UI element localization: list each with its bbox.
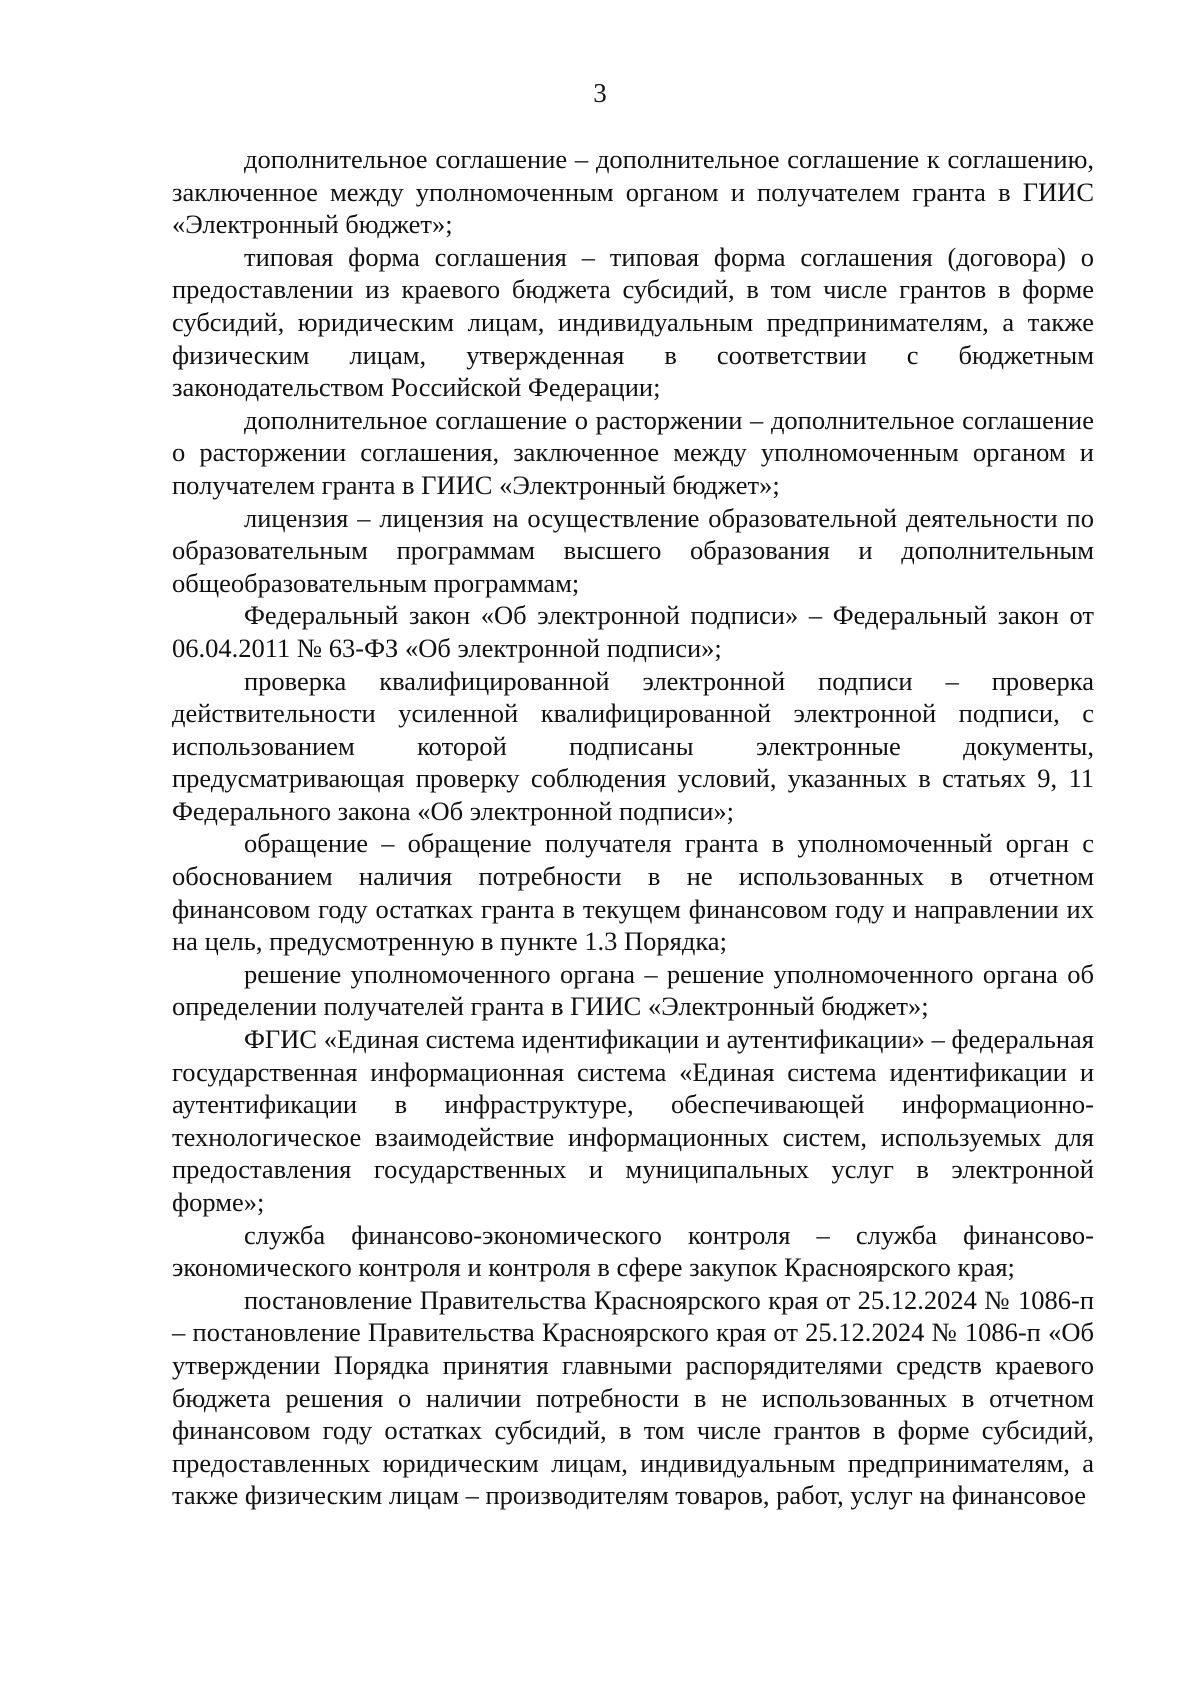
paragraph-fgis: ФГИС «Единая система идентификации и аутентификации» – федеральная государственная информационная система «Единая система идентификации и аутентификации в инфраструктуре, обеспечивающей информационно-технологическое взаимодействие информационных систем, используемых для предоставления государственных и муниципальных услуг в электронной форме»; bbox=[172, 1024, 1094, 1217]
paragraph-termination-agreement: дополнительное соглашение о расторжении – дополнительное соглашение о расторжении соглашения, заключенное между уполномоченным органом и получателем гранта в ГИИС «Электронный бюджет»; bbox=[172, 404, 1094, 500]
page-number: 3 bbox=[593, 78, 607, 108]
paragraph-license: лицензия – лицензия на осуществление образовательной деятельности по образовательным программам высшего образования и дополнительным общеобразовательным программам; bbox=[172, 502, 1094, 598]
paragraph-appeal: обращение – обращение получателя гранта в уполномоченный орган с обоснованием наличия потребности в не использованных в отчетном финансовом году остатках гранта в текущем финансовом году и направлении их на цель, предусмотренную в пункте 1.3 Порядка; bbox=[172, 828, 1094, 957]
paragraph-federal-law: Федеральный закон «Об электронной подписи» – Федеральный закон от 06.04.2011 № 63-ФЗ «Об электронной подписи»; bbox=[172, 600, 1094, 663]
paragraph-standard-agreement-form: типовая форма соглашения – типовая форма соглашения (договора) о предоставлении из краевого бюджета субсидий, в том числе грантов в форме субсидий, юридическим лицам, индивидуальным предпринимателям, а также физическим лицам, утвержденная в соответствии с бюджетным законодательством Российской Федерации; bbox=[172, 241, 1094, 403]
paragraph-additional-agreement: дополнительное соглашение – дополнительное соглашение к соглашению, заключенное между уполномоченным органом и получателем гранта в ГИИС «Электронный бюджет»; bbox=[172, 144, 1094, 240]
paragraph-control-service: служба финансово-экономического контроля – служба финансово-экономического контроля и контроля в сфере закупок Красноярского края; bbox=[172, 1219, 1094, 1283]
paragraph-authority-decision: решение уполномоченного органа – решение уполномоченного органа об определении получателей гранта в ГИИС «Электронный бюджет»; bbox=[172, 958, 1094, 1022]
paragraph-signature-check: проверка квалифицированной электронной подписи – проверка действительности усиленной квалифицированной электронной подписи, с использованием которой подписаны электронные документы, предусматривающая проверку соблюдения условий, указанных в статьях 9, 11 Федерального закона «Об электронной подписи»; bbox=[172, 665, 1094, 826]
document-body bbox=[172, 143, 1094, 1512]
paragraph-government-resolution: постановление Правительства Красноярского края от 25.12.2024 № 1086-п – постановление Правительства Красноярского края от 25.12.2024 № 1086-п «Об утверждении Порядка принятия главными распорядителями средств краевого бюджета решения о наличии потребности в не использованных в отчетном финансовом году остатках субсидий, в том числе грантов в форме субсидий, предоставленных юридическим лицам, индивидуальным предпринимателям, а также физическим лицам – производителям товаров, работ, услуг на финансовое bbox=[172, 1284, 1094, 1511]
